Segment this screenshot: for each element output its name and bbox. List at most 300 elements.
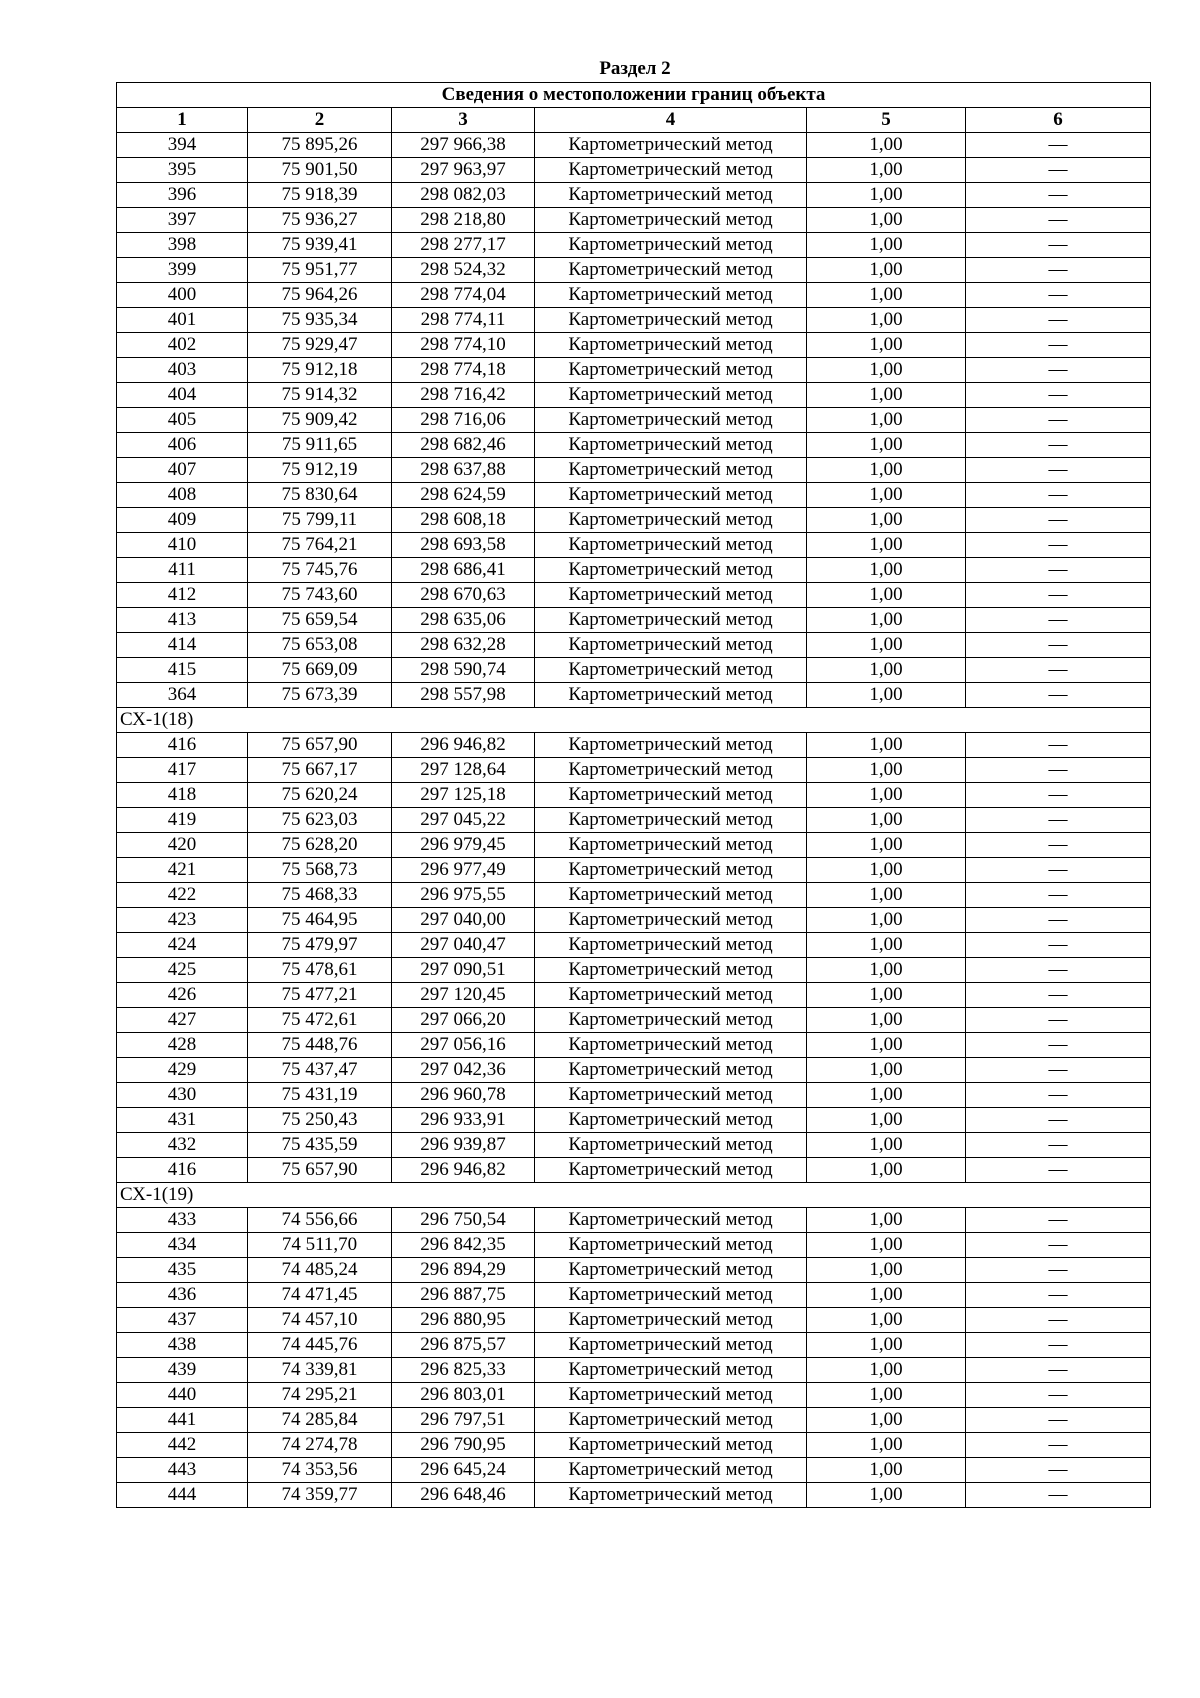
table-row <box>117 808 1151 833</box>
description-cell: — <box>966 483 1151 508</box>
point-number-cell: 413 <box>117 608 248 633</box>
description-cell: — <box>966 233 1151 258</box>
table-row <box>117 233 1151 258</box>
description-cell: — <box>966 658 1151 683</box>
method-cell: Картометрический метод <box>535 1258 807 1283</box>
table-row <box>117 558 1151 583</box>
y-coordinate-cell: 296 939,87 <box>392 1133 535 1158</box>
table-row <box>117 508 1151 533</box>
method-cell: Картометрический метод <box>535 983 807 1008</box>
description-cell: — <box>966 1283 1151 1308</box>
y-coordinate-cell: 296 842,35 <box>392 1233 535 1258</box>
x-coordinate-cell: 74 457,10 <box>248 1308 392 1333</box>
description-cell: — <box>966 1133 1151 1158</box>
description-cell: — <box>966 1483 1151 1508</box>
description-cell: — <box>966 758 1151 783</box>
boundary-table <box>116 82 1151 1508</box>
description-cell: — <box>966 1258 1151 1283</box>
description-cell: — <box>966 858 1151 883</box>
method-cell: Картометрический метод <box>535 583 807 608</box>
table-row <box>117 133 1151 158</box>
group-row <box>117 1183 1151 1208</box>
accuracy-cell: 1,00 <box>807 908 966 933</box>
description-cell: — <box>966 283 1151 308</box>
point-number-cell: 412 <box>117 583 248 608</box>
y-coordinate-cell: 297 066,20 <box>392 1008 535 1033</box>
description-cell: — <box>966 1108 1151 1133</box>
x-coordinate-cell: 75 895,26 <box>248 133 392 158</box>
column-header-row <box>117 108 1151 133</box>
y-coordinate-cell: 297 045,22 <box>392 808 535 833</box>
y-coordinate-cell: 298 082,03 <box>392 183 535 208</box>
x-coordinate-cell: 75 437,47 <box>248 1058 392 1083</box>
method-cell: Картометрический метод <box>535 833 807 858</box>
y-coordinate-cell: 298 218,80 <box>392 208 535 233</box>
table-row <box>117 483 1151 508</box>
table-row <box>117 283 1151 308</box>
table-row <box>117 1058 1151 1083</box>
table-row <box>117 308 1151 333</box>
x-coordinate-cell: 75 472,61 <box>248 1008 392 1033</box>
table-row <box>117 408 1151 433</box>
method-cell: Картометрический метод <box>535 433 807 458</box>
method-cell: Картометрический метод <box>535 258 807 283</box>
point-number-cell: 403 <box>117 358 248 383</box>
description-cell: — <box>966 383 1151 408</box>
x-coordinate-cell: 75 799,11 <box>248 508 392 533</box>
description-cell: — <box>966 908 1151 933</box>
table-row <box>117 1383 1151 1408</box>
description-cell: — <box>966 333 1151 358</box>
section-header: Сведения о местоположении границ объекта <box>117 83 1151 108</box>
accuracy-cell: 1,00 <box>807 583 966 608</box>
method-cell: Картометрический метод <box>535 908 807 933</box>
description-cell: — <box>966 208 1151 233</box>
description-cell: — <box>966 1058 1151 1083</box>
method-cell: Картометрический метод <box>535 1358 807 1383</box>
table-row <box>117 1458 1151 1483</box>
x-coordinate-cell: 75 477,21 <box>248 983 392 1008</box>
x-coordinate-cell: 75 464,95 <box>248 908 392 933</box>
y-coordinate-cell: 298 682,46 <box>392 433 535 458</box>
table-row <box>117 1083 1151 1108</box>
method-cell: Картометрический метод <box>535 608 807 633</box>
table-row <box>117 1233 1151 1258</box>
description-cell: — <box>966 1333 1151 1358</box>
description-cell: — <box>966 1158 1151 1183</box>
point-number-cell: 424 <box>117 933 248 958</box>
accuracy-cell: 1,00 <box>807 1158 966 1183</box>
table-row <box>117 783 1151 808</box>
accuracy-cell: 1,00 <box>807 1433 966 1458</box>
accuracy-cell: 1,00 <box>807 1208 966 1233</box>
accuracy-cell: 1,00 <box>807 258 966 283</box>
y-coordinate-cell: 297 125,18 <box>392 783 535 808</box>
accuracy-cell: 1,00 <box>807 783 966 808</box>
description-cell: — <box>966 1008 1151 1033</box>
point-number-cell: 431 <box>117 1108 248 1133</box>
method-cell: Картометрический метод <box>535 1058 807 1083</box>
point-number-cell: 419 <box>117 808 248 833</box>
description-cell: — <box>966 1358 1151 1383</box>
accuracy-cell: 1,00 <box>807 458 966 483</box>
description-cell: — <box>966 1458 1151 1483</box>
method-cell: Картометрический метод <box>535 1033 807 1058</box>
point-number-cell: 425 <box>117 958 248 983</box>
description-cell: — <box>966 558 1151 583</box>
description-cell: — <box>966 808 1151 833</box>
accuracy-cell: 1,00 <box>807 633 966 658</box>
description-cell: — <box>966 133 1151 158</box>
x-coordinate-cell: 75 918,39 <box>248 183 392 208</box>
accuracy-cell: 1,00 <box>807 1033 966 1058</box>
description-cell: — <box>966 258 1151 283</box>
method-cell: Картометрический метод <box>535 308 807 333</box>
x-coordinate-cell: 75 653,08 <box>248 633 392 658</box>
table-row <box>117 1208 1151 1233</box>
x-coordinate-cell: 75 764,21 <box>248 533 392 558</box>
table-row <box>117 658 1151 683</box>
method-cell: Картометрический метод <box>535 808 807 833</box>
y-coordinate-cell: 297 128,64 <box>392 758 535 783</box>
description-cell: — <box>966 458 1151 483</box>
description-cell: — <box>966 533 1151 558</box>
x-coordinate-cell: 75 669,09 <box>248 658 392 683</box>
column-header: 4 <box>535 108 807 133</box>
description-cell: — <box>966 358 1151 383</box>
column-header: 3 <box>392 108 535 133</box>
x-coordinate-cell: 75 623,03 <box>248 808 392 833</box>
y-coordinate-cell: 296 803,01 <box>392 1383 535 1408</box>
method-cell: Картометрический метод <box>535 358 807 383</box>
table-row <box>117 1133 1151 1158</box>
description-cell: — <box>966 983 1151 1008</box>
method-cell: Картометрический метод <box>535 1233 807 1258</box>
table-row <box>117 883 1151 908</box>
x-coordinate-cell: 75 745,76 <box>248 558 392 583</box>
description-cell: — <box>966 958 1151 983</box>
y-coordinate-cell: 298 774,18 <box>392 358 535 383</box>
point-number-cell: 411 <box>117 558 248 583</box>
x-coordinate-cell: 75 951,77 <box>248 258 392 283</box>
table-row <box>117 533 1151 558</box>
column-header: 5 <box>807 108 966 133</box>
table-row <box>117 1108 1151 1133</box>
method-cell: Картометрический метод <box>535 1308 807 1333</box>
description-cell: — <box>966 158 1151 183</box>
point-number-cell: 404 <box>117 383 248 408</box>
y-coordinate-cell: 298 774,04 <box>392 283 535 308</box>
method-cell: Картометрический метод <box>535 958 807 983</box>
accuracy-cell: 1,00 <box>807 608 966 633</box>
point-number-cell: 434 <box>117 1233 248 1258</box>
table-row <box>117 933 1151 958</box>
method-cell: Картометрический метод <box>535 633 807 658</box>
group-row <box>117 708 1151 733</box>
method-cell: Картометрический метод <box>535 533 807 558</box>
y-coordinate-cell: 296 933,91 <box>392 1108 535 1133</box>
y-coordinate-cell: 296 894,29 <box>392 1258 535 1283</box>
y-coordinate-cell: 298 774,10 <box>392 333 535 358</box>
x-coordinate-cell: 74 339,81 <box>248 1358 392 1383</box>
x-coordinate-cell: 74 556,66 <box>248 1208 392 1233</box>
description-cell: — <box>966 1233 1151 1258</box>
description-cell: — <box>966 933 1151 958</box>
y-coordinate-cell: 296 946,82 <box>392 1158 535 1183</box>
accuracy-cell: 1,00 <box>807 483 966 508</box>
table-row <box>117 208 1151 233</box>
method-cell: Картометрический метод <box>535 233 807 258</box>
point-number-cell: 398 <box>117 233 248 258</box>
point-number-cell: 414 <box>117 633 248 658</box>
table-row <box>117 333 1151 358</box>
y-coordinate-cell: 296 979,45 <box>392 833 535 858</box>
description-cell: — <box>966 408 1151 433</box>
description-cell: — <box>966 1033 1151 1058</box>
y-coordinate-cell: 297 120,45 <box>392 983 535 1008</box>
x-coordinate-cell: 74 274,78 <box>248 1433 392 1458</box>
y-coordinate-cell: 297 056,16 <box>392 1033 535 1058</box>
point-number-cell: 423 <box>117 908 248 933</box>
method-cell: Картометрический метод <box>535 1083 807 1108</box>
accuracy-cell: 1,00 <box>807 1383 966 1408</box>
y-coordinate-cell: 297 040,00 <box>392 908 535 933</box>
accuracy-cell: 1,00 <box>807 858 966 883</box>
description-cell: — <box>966 783 1151 808</box>
y-coordinate-cell: 298 632,28 <box>392 633 535 658</box>
table-row <box>117 1333 1151 1358</box>
x-coordinate-cell: 75 628,20 <box>248 833 392 858</box>
y-coordinate-cell: 298 637,88 <box>392 458 535 483</box>
x-coordinate-cell: 74 353,56 <box>248 1458 392 1483</box>
table-row <box>117 258 1151 283</box>
accuracy-cell: 1,00 <box>807 733 966 758</box>
point-number-cell: 430 <box>117 1083 248 1108</box>
accuracy-cell: 1,00 <box>807 1133 966 1158</box>
point-number-cell: 435 <box>117 1258 248 1283</box>
description-cell: — <box>966 633 1151 658</box>
accuracy-cell: 1,00 <box>807 1358 966 1383</box>
method-cell: Картометрический метод <box>535 558 807 583</box>
description-cell: — <box>966 308 1151 333</box>
accuracy-cell: 1,00 <box>807 658 966 683</box>
table-row <box>117 1483 1151 1508</box>
y-coordinate-cell: 296 750,54 <box>392 1208 535 1233</box>
table-row <box>117 908 1151 933</box>
accuracy-cell: 1,00 <box>807 1233 966 1258</box>
description-cell: — <box>966 883 1151 908</box>
method-cell: Картометрический метод <box>535 933 807 958</box>
table-row <box>117 458 1151 483</box>
point-number-cell: 432 <box>117 1133 248 1158</box>
point-number-cell: 399 <box>117 258 248 283</box>
accuracy-cell: 1,00 <box>807 358 966 383</box>
y-coordinate-cell: 296 790,95 <box>392 1433 535 1458</box>
method-cell: Картометрический метод <box>535 458 807 483</box>
table-row <box>117 1358 1151 1383</box>
x-coordinate-cell: 75 912,19 <box>248 458 392 483</box>
method-cell: Картометрический метод <box>535 483 807 508</box>
x-coordinate-cell: 75 914,32 <box>248 383 392 408</box>
y-coordinate-cell: 298 670,63 <box>392 583 535 608</box>
x-coordinate-cell: 75 479,97 <box>248 933 392 958</box>
method-cell: Картометрический метод <box>535 1283 807 1308</box>
table-row <box>117 733 1151 758</box>
point-number-cell: 408 <box>117 483 248 508</box>
point-number-cell: 429 <box>117 1058 248 1083</box>
point-number-cell: 409 <box>117 508 248 533</box>
x-coordinate-cell: 75 659,54 <box>248 608 392 633</box>
point-number-cell: 418 <box>117 783 248 808</box>
method-cell: Картометрический метод <box>535 183 807 208</box>
accuracy-cell: 1,00 <box>807 1458 966 1483</box>
x-coordinate-cell: 75 620,24 <box>248 783 392 808</box>
method-cell: Картометрический метод <box>535 1483 807 1508</box>
column-header: 6 <box>966 108 1151 133</box>
table-row <box>117 183 1151 208</box>
table-row <box>117 383 1151 408</box>
method-cell: Картометрический метод <box>535 333 807 358</box>
method-cell: Картометрический метод <box>535 1458 807 1483</box>
x-coordinate-cell: 75 435,59 <box>248 1133 392 1158</box>
x-coordinate-cell: 75 939,41 <box>248 233 392 258</box>
point-number-cell: 443 <box>117 1458 248 1483</box>
point-number-cell: 410 <box>117 533 248 558</box>
x-coordinate-cell: 74 471,45 <box>248 1283 392 1308</box>
method-cell: Картометрический метод <box>535 783 807 808</box>
method-cell: Картометрический метод <box>535 658 807 683</box>
description-cell: — <box>966 183 1151 208</box>
y-coordinate-cell: 298 524,32 <box>392 258 535 283</box>
accuracy-cell: 1,00 <box>807 133 966 158</box>
table-row <box>117 958 1151 983</box>
description-cell: — <box>966 1433 1151 1458</box>
method-cell: Картометрический метод <box>535 1008 807 1033</box>
point-number-cell: 416 <box>117 1158 248 1183</box>
x-coordinate-cell: 75 936,27 <box>248 208 392 233</box>
table-row <box>117 758 1151 783</box>
point-number-cell: 441 <box>117 1408 248 1433</box>
point-number-cell: 394 <box>117 133 248 158</box>
y-coordinate-cell: 296 875,57 <box>392 1333 535 1358</box>
point-number-cell: 433 <box>117 1208 248 1233</box>
point-number-cell: 401 <box>117 308 248 333</box>
point-number-cell: 400 <box>117 283 248 308</box>
accuracy-cell: 1,00 <box>807 1308 966 1333</box>
y-coordinate-cell: 297 963,97 <box>392 158 535 183</box>
table-row <box>117 433 1151 458</box>
accuracy-cell: 1,00 <box>807 1258 966 1283</box>
method-cell: Картометрический метод <box>535 683 807 708</box>
y-coordinate-cell: 296 648,46 <box>392 1483 535 1508</box>
y-coordinate-cell: 297 090,51 <box>392 958 535 983</box>
table-row <box>117 1158 1151 1183</box>
point-number-cell: 406 <box>117 433 248 458</box>
accuracy-cell: 1,00 <box>807 308 966 333</box>
point-number-cell: 396 <box>117 183 248 208</box>
point-number-cell: 436 <box>117 1283 248 1308</box>
accuracy-cell: 1,00 <box>807 958 966 983</box>
y-coordinate-cell: 296 797,51 <box>392 1408 535 1433</box>
method-cell: Картометрический метод <box>535 1108 807 1133</box>
x-coordinate-cell: 75 830,64 <box>248 483 392 508</box>
x-coordinate-cell: 75 568,73 <box>248 858 392 883</box>
description-cell: — <box>966 1383 1151 1408</box>
description-cell: — <box>966 1083 1151 1108</box>
accuracy-cell: 1,00 <box>807 808 966 833</box>
x-coordinate-cell: 75 478,61 <box>248 958 392 983</box>
accuracy-cell: 1,00 <box>807 758 966 783</box>
accuracy-cell: 1,00 <box>807 1408 966 1433</box>
y-coordinate-cell: 296 880,95 <box>392 1308 535 1333</box>
y-coordinate-cell: 298 590,74 <box>392 658 535 683</box>
method-cell: Картометрический метод <box>535 758 807 783</box>
method-cell: Картометрический метод <box>535 408 807 433</box>
description-cell: — <box>966 433 1151 458</box>
table-row <box>117 1408 1151 1433</box>
point-number-cell: 395 <box>117 158 248 183</box>
accuracy-cell: 1,00 <box>807 533 966 558</box>
group-label: СХ-1(19) <box>117 1183 1151 1208</box>
x-coordinate-cell: 74 285,84 <box>248 1408 392 1433</box>
column-header: 1 <box>117 108 248 133</box>
y-coordinate-cell: 298 624,59 <box>392 483 535 508</box>
x-coordinate-cell: 75 964,26 <box>248 283 392 308</box>
x-coordinate-cell: 75 909,42 <box>248 408 392 433</box>
accuracy-cell: 1,00 <box>807 508 966 533</box>
x-coordinate-cell: 75 431,19 <box>248 1083 392 1108</box>
x-coordinate-cell: 75 911,65 <box>248 433 392 458</box>
method-cell: Картометрический метод <box>535 383 807 408</box>
table-row <box>117 608 1151 633</box>
method-cell: Картометрический метод <box>535 133 807 158</box>
description-cell: — <box>966 733 1151 758</box>
accuracy-cell: 1,00 <box>807 183 966 208</box>
point-number-cell: 428 <box>117 1033 248 1058</box>
description-cell: — <box>966 683 1151 708</box>
method-cell: Картометрический метод <box>535 1383 807 1408</box>
table-row <box>117 358 1151 383</box>
accuracy-cell: 1,00 <box>807 933 966 958</box>
accuracy-cell: 1,00 <box>807 208 966 233</box>
description-cell: — <box>966 508 1151 533</box>
description-cell: — <box>966 1408 1151 1433</box>
description-cell: — <box>966 608 1151 633</box>
x-coordinate-cell: 75 929,47 <box>248 333 392 358</box>
y-coordinate-cell: 298 693,58 <box>392 533 535 558</box>
y-coordinate-cell: 298 686,41 <box>392 558 535 583</box>
table-row <box>117 1433 1151 1458</box>
y-coordinate-cell: 298 635,06 <box>392 608 535 633</box>
table-row <box>117 633 1151 658</box>
accuracy-cell: 1,00 <box>807 283 966 308</box>
y-coordinate-cell: 296 975,55 <box>392 883 535 908</box>
point-number-cell: 417 <box>117 758 248 783</box>
group-label: СХ-1(18) <box>117 708 1151 733</box>
point-number-cell: 407 <box>117 458 248 483</box>
accuracy-cell: 1,00 <box>807 158 966 183</box>
y-coordinate-cell: 297 966,38 <box>392 133 535 158</box>
point-number-cell: 397 <box>117 208 248 233</box>
point-number-cell: 416 <box>117 733 248 758</box>
x-coordinate-cell: 75 901,50 <box>248 158 392 183</box>
method-cell: Картометрический метод <box>535 1433 807 1458</box>
table-row <box>117 833 1151 858</box>
method-cell: Картометрический метод <box>535 1133 807 1158</box>
accuracy-cell: 1,00 <box>807 1108 966 1133</box>
table-row <box>117 683 1151 708</box>
point-number-cell: 422 <box>117 883 248 908</box>
